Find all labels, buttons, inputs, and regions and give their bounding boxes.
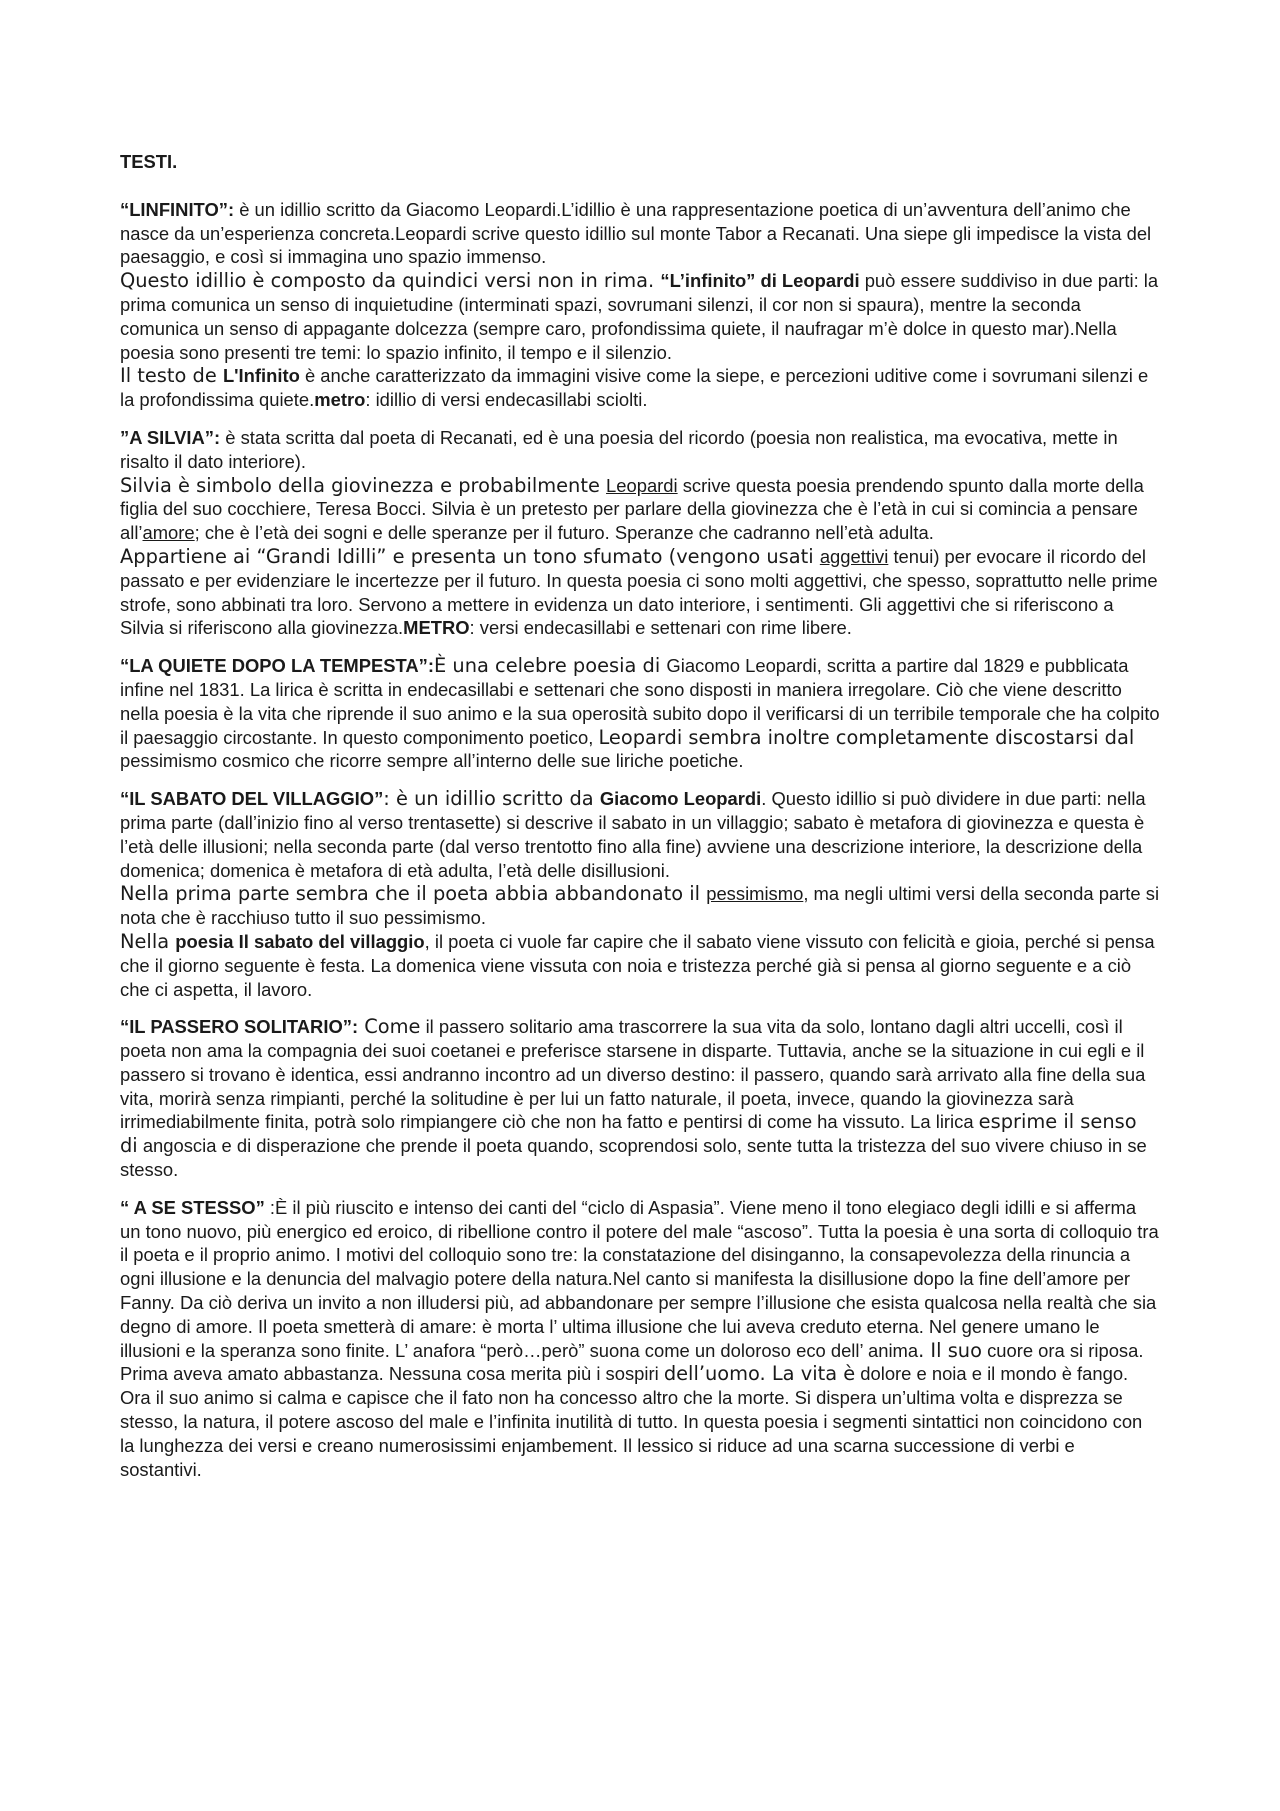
text: Nella [120,929,176,953]
text: angoscia e di disperazione che prende il poeta quando, scoprendosi solo, sente tutta la tristezza del suo vivere chiuso in se stesso. [120,1135,1147,1181]
text: Giacomo Leopardi, scritta a partire dal 1829 e pubblicata infine nel 1831. La lirica è scritta in endecasillabi e settenari che sono disposti in maniera irregolare. Ciò che viene descritto nella poesia è la vita che riprende il suo animo e la sua operosità subito dopo il verificarsi di un terribile temporale che ha colpito il paesaggio circostante. In questo componimento poetico, [120,655,1160,748]
paragraph [120,198,1160,269]
text: : idillio di versi endecasillabi sciolti. [365,389,648,411]
text: può essere suddiviso in due parti: la prima comunica un senso di inquietudine (interminati spazi, sovrumani silenzi, il cor non si spaura), mentre la seconda comunica un senso di appagante dolcezza (sempre caro, profondissima quiete, il naufragar m’è dolce in questo mar).Nella poesia sono presenti tre temi: lo spazio infinito, il tempo e il silenzio. [120,270,1159,363]
paragraph [120,269,1160,364]
text: tenui) per evocare il ricordo del passato e per evidenziare le incertezze per il futuro. In questa poesia ci sono molti aggettivi, che spesso, soprattutto nelle prime strofe, sono abbinati tra loro. Servono a mettere in evidenza un dato interiore, i sentimenti. Gli aggettivi che si riferiscono a Silvia si riferiscono alla giovinezza. [120,545,1158,639]
text: : è un idillio scritto da [383,787,600,811]
paragraph [120,882,1160,930]
paragraph [120,654,1160,773]
paragraph [120,364,1160,412]
text: Appartiene ai “Grandi Idilli” e presenta un tono sfumato (vengono usati [120,544,820,568]
bold-text: Giacomo Leopardi [599,788,762,810]
section-heading: ”A SILVIA”: [120,426,221,448]
paragraph [120,1015,1160,1182]
section-heading: “LINFINITO”: [120,198,235,220]
bold-text: poesia Il sabato del villaggio [175,930,425,952]
paragraph [120,545,1160,640]
text: Leopardi sembra inoltre completamente discostarsi dal [598,725,1135,749]
text: Come [358,1015,421,1039]
bold-text: “L’infinito” di Leopardi [660,270,860,292]
text: è anche caratterizzato da immagini visive come la siepe, e percezioni uditive come i sovrumani silenzi e la profondissima quiete. [120,365,1149,411]
link-aggettivi[interactable]: aggettivi [819,545,889,567]
bold-text: METRO [403,617,470,639]
text: pessimismo cosmico che ricorre sempre all’interno delle sue liriche poetiche. [120,750,744,772]
text: :È il più riuscito e intenso dei canti del “ciclo di Aspasia”. Viene meno il tono elegiaco degli idilli e si afferma un tono nuovo, più energico ed eroico, di ribellione contro il potere del male “ascoso”. Tutta la poesia è una sorta di colloquio tra il poeta e il proprio animo. I motivi del colloquio sono tre: la constatazione del disinganno, la consapevolezza della rinuncia a ogni illusione e la denuncia del malvagio potere della natura.Nel canto si manifesta la disillusione dopo la fine dell’amore per Fanny. Da ciò deriva un invito a non illudersi più, ad abbandonare per sempre l’illusione che esista qualcosa nella realtà che sia degno di amore. Il poeta smetterà di amare: è morta l’ ultima illusione che lui aveva creduto eterna. Nel genere umano le illusioni e la speranza sono finite. L’ anafora “però…però” suona come un doloroso eco dell’ anima [120,1196,1159,1361]
section-heading: “ A SE STESSO” [120,1196,265,1218]
document-page [120,150,1160,1495]
text: . Il suo [918,1338,982,1362]
section-heading: “LA QUIETE DOPO LA TEMPESTA”: [120,655,435,677]
section-a-se-stesso [120,1196,1160,1482]
text: È una celebre poesia di [434,654,667,678]
text: esprime il senso di [120,1110,1137,1158]
section-passero-solitario [120,1015,1160,1182]
text: scrive questa poesia prendendo spunto dalla morte della figlia del suo cocchiere, Teresa Bocci. Silvia è un pretesto per parlare della giovinezza che è l’età in cui si comincia a pensare all’ [120,474,1144,544]
text: : versi endecasillabi e settenari con rime libere. [469,617,852,639]
text: , il poeta ci vuole far capire che il sabato viene vissuto con felicità e gioia, perché si pensa che il giorno seguente è festa. La domenica viene vissuta con noia e tristezza perché già si pensa al giorno seguente e a ciò che ci aspetta, il lavoro. [120,930,1155,1000]
link-amore[interactable]: amore [142,522,195,544]
link-leopardi[interactable]: Leopardi [606,474,678,496]
paragraph [120,474,1160,545]
text: Questo idillio è composto da quindici versi non in rima. [120,269,661,293]
document-title: TESTI. [120,151,178,172]
section-heading: “IL PASSERO SOLITARIO”: [120,1016,359,1038]
text: Silvia è simbolo della giovinezza e probabilmente [120,473,607,497]
text: Nella prima parte sembra che il poeta abbia abbandonato il [120,882,707,906]
text: ; che è l’età dei sogni e delle speranze per il futuro. Speranze che cadranno nell’età adulta. [194,522,934,544]
section-sabato-villaggio [120,787,1160,1001]
bold-text: metro [314,389,366,411]
text: , ma negli ultimi versi della seconda parte si nota che è racchiuso tutto il suo pessimismo. [120,883,1160,929]
text: è un idillio scritto da Giacomo Leopardi.L’idillio è una rappresentazione poetica di un’avventura dell’animo che nasce da un’esperienza concreta.Leopardi scrive questo idillio sul monte Tabor a Recanati. Una siepe gli impedisce la vista del paesaggio, e così si immagina uno spazio immenso. [120,198,1152,268]
paragraph [120,1196,1160,1482]
bold-text: L'Infinito [222,365,300,387]
text: è stata scritta dal poeta di Recanati, ed è una poesia del ricordo (poesia non realistica, ma evocativa, mette in risalto il dato interiore). [120,426,1118,472]
section-infinito [120,198,1160,412]
text: il passero solitario ama trascorrere la sua vita da solo, lontano dagli altri uccelli, così il poeta non ama la compagnia dei suoi coetanei e preferisce starsene in disparte. Tuttavia, anche se la situazione in cui egli e il passero si trovano è identica, essi andranno incontro ad un diverso destino: il passero, quando sarà arrivato alla fine della sua vita, morirà senza rimpianti, perché la solitudine è per lui un fatto naturale, il poeta, invece, quando la giovinezza sarà irrimediabilmente finita, potrà solo rimpiangere ciò che non ha fatto e pentirsi di come ha vissuto. La lirica [120,1016,1146,1133]
text: dolore e noia e il mondo è fango. Ora il suo animo si calma e capisce che il fato non ha concesso altro che la morte. Si dispera un’ultima volta e disprezza se stesso, la natura, il potere ascoso del male e l’infinita inutilità di tutto. In questa poesia i segmenti sintattici non coincidono con la lunghezza dei versi e creano numerosissimi enjambement. Il lessico si riduce ad una scarna successione di verbi e sostantivi. [120,1363,1143,1480]
paragraph [120,787,1160,882]
link-pessimismo[interactable]: pessimismo [706,883,804,905]
text: dell’uomo. La vita è [663,1362,856,1386]
paragraph [120,930,1160,1001]
section-heading: “IL SABATO DEL VILLAGGIO” [120,788,384,810]
text: . Questo idillio si può dividere in due parti: nella prima parte (dall’inizio fino al verso trentasette) si descrive il sabato in un villaggio; sabato è metafora di giovinezza e questa è l’età delle illusioni; nella seconda parte (dal verso trentotto fino alla fine) avviene una descrizione interiore, la descrizione della domenica; domenica è metafora di età adulta, l’età delle disillusioni. [120,788,1146,881]
section-a-silvia [120,426,1160,640]
paragraph [120,426,1160,474]
text: Il testo de [120,364,223,388]
section-quiete-dopo-tempesta [120,654,1160,773]
text: cuore ora si riposa. Prima aveva amato abbastanza. Nessuna cosa merita più i sospiri [120,1339,1144,1385]
